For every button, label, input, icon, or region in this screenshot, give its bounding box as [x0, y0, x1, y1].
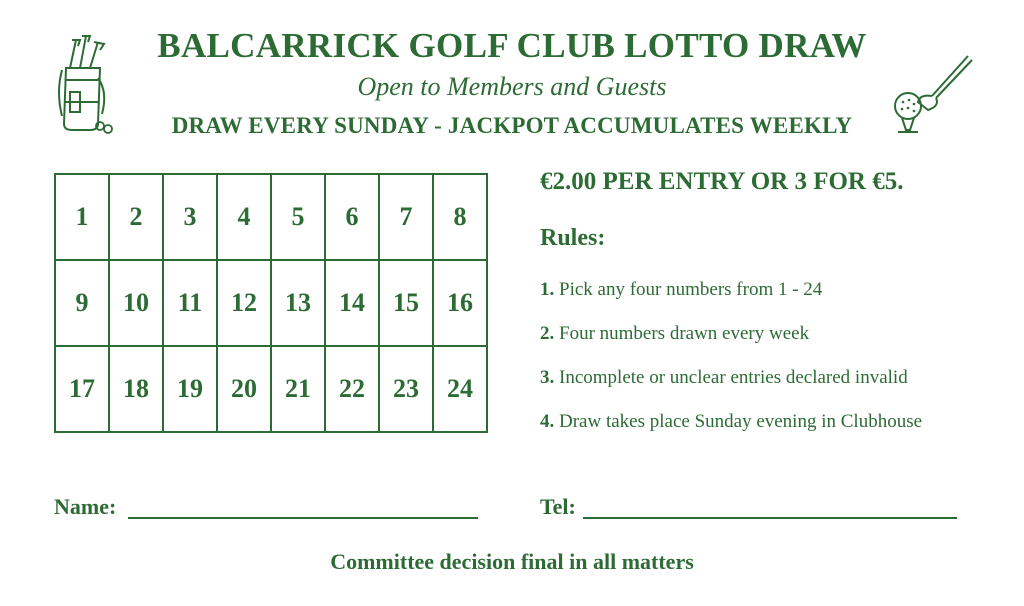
rule-text: Four numbers drawn every week — [559, 323, 810, 344]
rule-item — [540, 323, 809, 345]
number-cell[interactable]: 1 — [55, 174, 109, 260]
number-cell[interactable]: 22 — [325, 346, 379, 432]
rule-item — [540, 367, 908, 389]
number-cell[interactable]: 3 — [163, 174, 217, 260]
name-label: Name: — [54, 494, 117, 519]
number-cell[interactable]: 20 — [217, 346, 271, 432]
grid-row — [55, 260, 487, 346]
rules-heading: Rules: — [540, 225, 606, 251]
number-cell[interactable]: 2 — [109, 174, 163, 260]
number-cell[interactable]: 23 — [379, 346, 433, 432]
number-cell[interactable]: 24 — [433, 346, 487, 432]
tel-field[interactable] — [583, 517, 957, 519]
rule-text: Draw takes place Sunday evening in Clubhouse — [559, 411, 923, 432]
rule-item — [540, 279, 822, 301]
number-cell[interactable]: 8 — [433, 174, 487, 260]
number-cell[interactable]: 21 — [271, 346, 325, 432]
page-title: BALCARRICK GOLF CLUB LOTTO DRAW — [157, 26, 867, 65]
rule-text: Pick any four numbers from 1 - 24 — [559, 279, 823, 300]
number-cell[interactable]: 19 — [163, 346, 217, 432]
number-cell[interactable]: 6 — [325, 174, 379, 260]
rule-item — [540, 411, 922, 433]
grid-row — [55, 346, 487, 432]
tagline: DRAW EVERY SUNDAY - JACKPOT ACCUMULATES WEEKLY — [171, 113, 853, 138]
rule-number: 1. — [540, 279, 555, 300]
number-cell[interactable]: 14 — [325, 260, 379, 346]
subtitle: Open to Members and Guests — [357, 72, 667, 101]
golf-bag-icon — [48, 32, 118, 136]
rule-number: 4. — [540, 411, 555, 432]
rule-text: Incomplete or unclear entries declared invalid — [559, 367, 908, 388]
tel-label: Tel: — [540, 494, 576, 519]
footer-note: Committee decision final in all matters — [330, 549, 694, 574]
price-text: €2.00 PER ENTRY OR 3 FOR €5. — [540, 168, 904, 195]
number-cell[interactable]: 10 — [109, 260, 163, 346]
number-cell[interactable]: 16 — [433, 260, 487, 346]
number-cell[interactable]: 4 — [217, 174, 271, 260]
golf-club-ball-icon — [888, 52, 974, 138]
number-cell[interactable]: 11 — [163, 260, 217, 346]
number-cell[interactable]: 18 — [109, 346, 163, 432]
number-cell[interactable]: 9 — [55, 260, 109, 346]
number-cell[interactable]: 12 — [217, 260, 271, 346]
grid-row — [55, 174, 487, 260]
number-grid — [54, 173, 488, 433]
number-cell[interactable]: 17 — [55, 346, 109, 432]
rule-number: 2. — [540, 323, 555, 344]
number-cell[interactable]: 13 — [271, 260, 325, 346]
name-field[interactable] — [128, 517, 478, 519]
number-cell[interactable]: 7 — [379, 174, 433, 260]
rule-number: 3. — [540, 367, 555, 388]
number-cell[interactable]: 15 — [379, 260, 433, 346]
number-cell[interactable]: 5 — [271, 174, 325, 260]
